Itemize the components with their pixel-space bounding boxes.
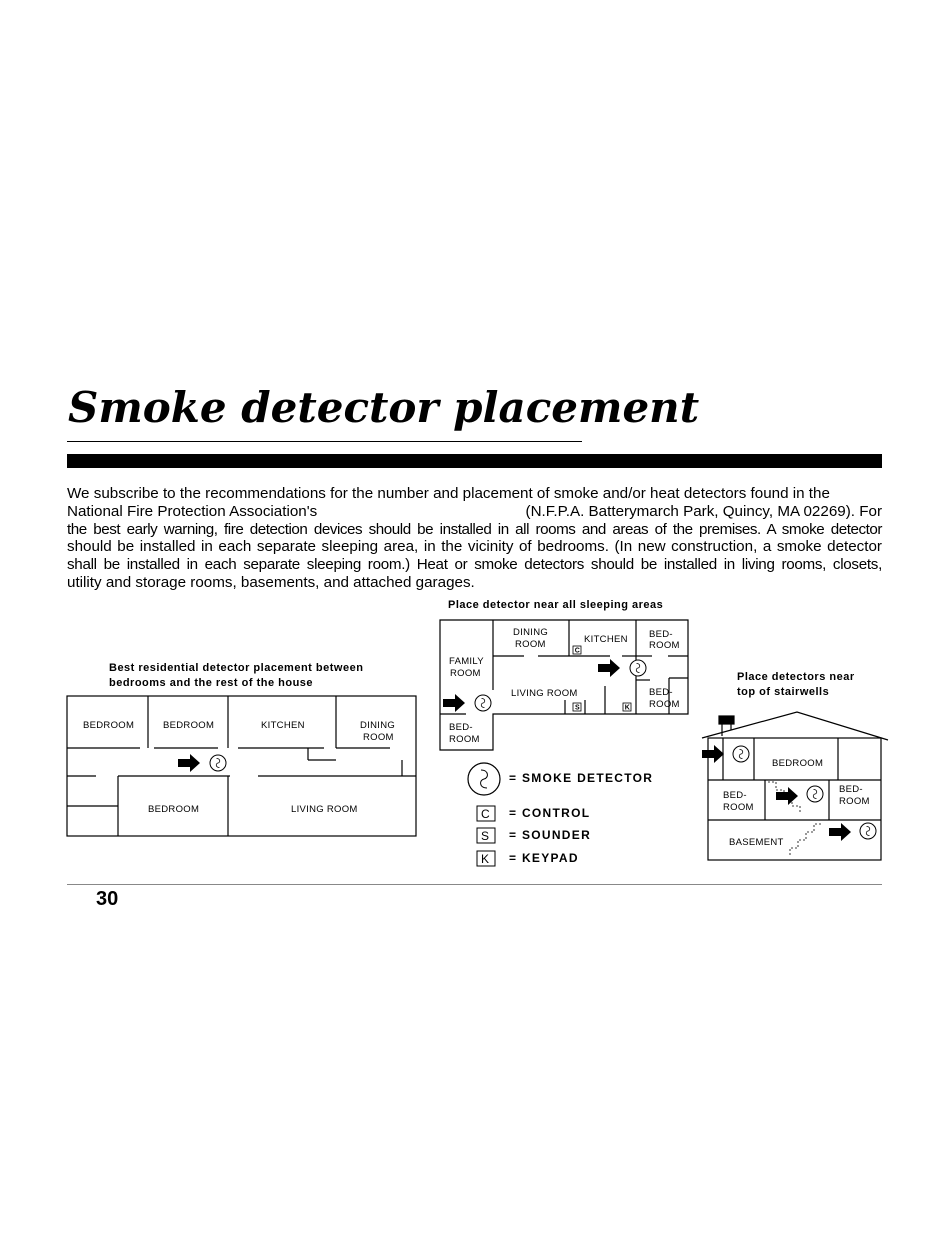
room-label: FAMILY [449,656,484,667]
paragraph-line: utility and storage rooms, basements, and attached garages. [67,573,475,591]
smoke-detector-icon [475,695,491,711]
legend [468,763,653,866]
room-label: LIVING ROOM [511,688,578,699]
room-label: LIVING ROOM [291,804,358,815]
room-label: BASEMENT [729,837,784,848]
smoke-detector-icon [468,763,500,795]
room-label: ROOM [649,699,680,710]
legend-control: = CONTROL [509,806,591,820]
room-label: BEDROOM [83,720,135,731]
arrow-icon [829,823,851,841]
diagram3-caption: top of stairwells [737,686,830,698]
room-label: KITCHEN [584,634,628,645]
smoke-detector-icon [733,746,749,762]
legend-smoke-detector: = SMOKE DETECTOR [509,771,654,785]
smoke-detector-icon [807,786,823,802]
room-label: ROOM [449,734,480,745]
room-label: DINING [513,627,549,638]
legend-keypad: = KEYPAD [509,851,579,865]
legend-control-key: C [481,807,490,821]
diagram-sleeping-areas [440,599,688,750]
paragraph-line: We subscribe to the recommendations for the number and placement of smoke and/or heat detectors found in the [67,485,830,502]
page-title: Smoke detector placement [68,383,700,432]
diagram-bedrooms-layout [67,662,416,836]
room-label: KITCHEN [261,720,305,731]
room-label: BEDROOM [148,804,200,815]
arrow-icon [776,787,798,805]
room-label: ROOM [839,796,870,807]
room-label: ROOM [649,640,680,651]
smoke-detector-icon [210,755,226,771]
arrow-icon [443,694,465,712]
arrow-icon [702,745,724,763]
legend-sounder-key: S [481,829,490,843]
diagram2-caption: Place detector near all sleeping areas [448,599,664,611]
room-label: BEDROOM [772,758,824,769]
room-label: ROOM [450,668,481,679]
room-label: BED- [839,784,863,795]
legend-keypad-key: K [481,852,490,866]
diagram3-caption: Place detectors near [737,671,855,683]
footer-rule [67,884,882,885]
paragraph-line: should be installed in each separate sleeping area, in the vicinity of bedrooms. (In new construction, a smoke detector [67,538,882,556]
house-outline [67,696,416,836]
room-label: ROOM [723,802,754,813]
room-label: BED- [649,629,673,640]
control-marker: C [574,647,580,655]
room-label: BEDROOM [163,720,215,731]
paragraph-line: shall be installed in each separate sleeping room.) Heat or smoke detectors should be installed in living rooms, closets, [67,556,882,574]
diagram1-caption: bedrooms and the rest of the house [109,677,314,689]
legend-sounder: = SOUNDER [509,828,592,842]
room-label: ROOM [515,639,546,650]
room-label: BED- [649,687,673,698]
diagram1-caption: Best residential detector placement between [109,662,364,674]
arrow-icon [178,754,200,772]
room-label: BED- [723,790,747,801]
smoke-detector-icon [630,660,646,676]
diagram-stairwells [702,671,888,860]
room-label: BED- [449,722,473,733]
sounder-marker: S [575,704,580,712]
room-label: DINING [360,720,396,731]
arrow-icon [598,659,620,677]
page-number: 30 [96,888,119,910]
paragraph-text: (N.F.P.A. Batterymarch Park, Quincy, MA 02269). For [525,502,882,520]
keypad-marker: K [624,704,630,712]
smoke-detector-icon [860,823,876,839]
paragraph-line: the best early warning, fire detection devices should be installed in all rooms and areas of the premises. A smoke detector [67,520,882,538]
paragraph-text: National Fire Protection Association's [67,502,318,520]
room-label: ROOM [363,732,394,743]
